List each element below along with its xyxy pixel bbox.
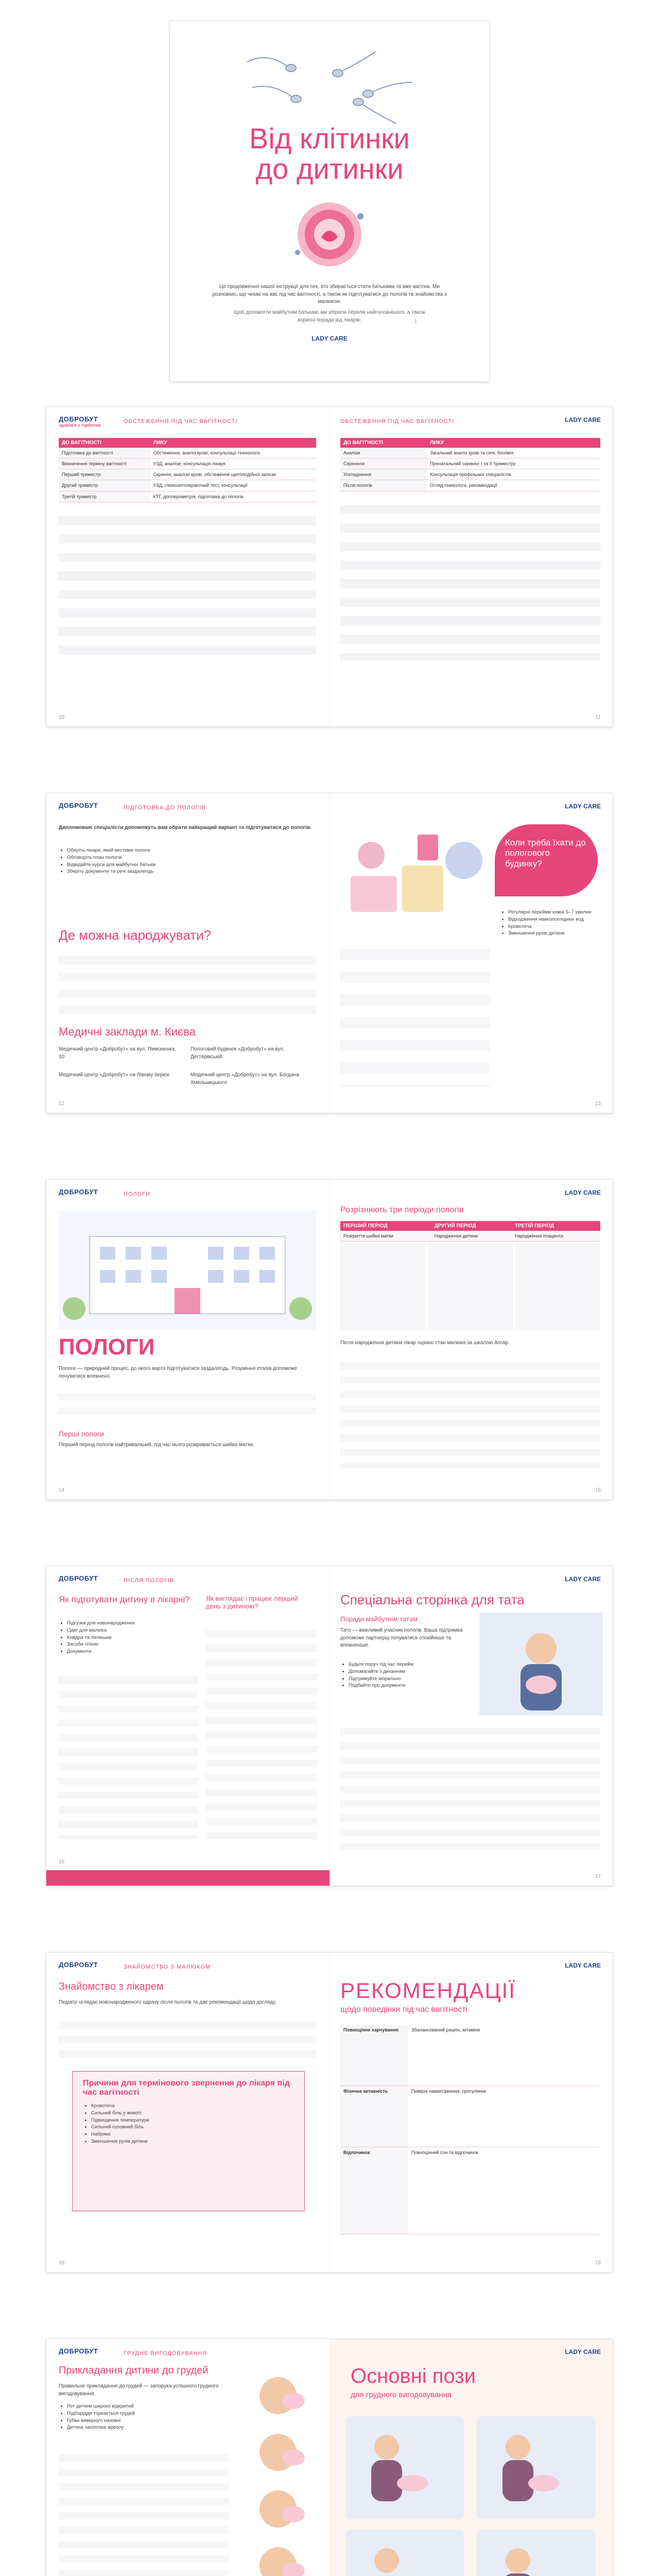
prepare-title: Як підготувати дитину в лікарні? <box>59 1595 190 1604</box>
table-row: Після пологів Огляд гінеколога, рекомендації <box>340 480 600 491</box>
dobrobut-logo: ДОБРОБУТ <box>59 1188 98 1196</box>
table-row: Повноцінне харчування Збалансований раціон, вітаміни <box>340 2025 600 2086</box>
table-row: Підготовка до вагітності Обстеження, аналіз крові, консультації гінеколога <box>59 448 316 459</box>
feeding-positions-illustration <box>340 2411 600 2576</box>
recommendations-title: РЕКОМЕНДАЦІЇ <box>340 1978 516 2003</box>
dobrobut-logo: ДОБРОБУТ <box>59 802 98 809</box>
urgent-reasons-box: Причини для термінового звернення до лікаря під час вагітності • Кровотеча • Сильний біль у животі • Підвищення температури • Сильний головний біль • Набряки • Зменшення рухів дитини <box>72 2071 305 2211</box>
table-row: Відпочинок Повноцінний сон та відпочинок <box>340 2147 600 2234</box>
spread-recommendations: ДОБРОБУТ ЗНАЙОМСТВО З МАЛЮКОМ Знайомство з лікарем Педіатр оглядає новонародженого одразу після пологів та дає рекомендації щодо догляду. Причини для термінового звернення до лікаря під час вагітності • Кровотеча • Сильний біль у животі • Підвищення температури • Сильний головний біль • Набряки • Зменшення рухів дитини 18 LADY CARE РЕКОМЕНДАЦІЇ щодо поведінки під час вагітності Повноцінне харчування Збалансований раціон, вітаміни Фізична активність Помірні навантаження, прогулянки Відпочинок Повноцінний сон та відпочинок 19 <box>46 1953 613 2272</box>
table-row: Визначення терміну вагітності УЗД, аналізи, консультація лікаря <box>59 459 316 469</box>
hospital-illustration <box>59 1211 316 1329</box>
dobrobut-logo: ДОБРОБУТ <box>59 2347 98 2355</box>
table-row: Другий триместр УЗД, глюкозотолерантний тест, консультації <box>59 480 316 491</box>
spread-after-birth: ДОБРОБУТ ПІСЛЯ ПОЛОГІВ Як підготувати дитину в лікарні? • Підгузки для новонароджених • Одяг для малюка • Ковдра та пелюшки • Засоби гігієни • Документи Як виглядає і працює перший день з дитиною? 16 LADY CARE Спеціальна сторінка для тата Поради майбутнім татам Тато — важливий учасник пологів. Ваша підтримка допоможе партнерці почуватися спокійніше та впевненіше. • Будьте поруч під час перейм • Допомагайте з диханням • Підтримуйте морально • Подбайте про документи 17 <box>46 1566 613 1886</box>
latch-list: • Рот дитини широко відкритий • Підборіддя торкається грудей • Губки вивернуті назовні • Дитина захоплює ареолу <box>59 2403 237 2431</box>
prepare-list: • Підгузки для новонароджених • Одяг для малюка • Ковдра та пелюшки • Засоби гігієни • Документи <box>59 1620 206 1655</box>
periods-table: ПЕРШИЙ ПЕРІОД ДРУГИЙ ПЕРІОД ТРЕТІЙ ПЕРІОД Розкриття шийки матки Народження дитини Народження плаценти <box>340 1221 600 1330</box>
when-to-go-list: • Регулярні перейми кожні 5–7 хвилин • Відходження навколоплідних вод • Кровотеча • Зменшення рухів дитини <box>500 909 609 937</box>
recommendations-table <box>340 2025 600 2234</box>
sperm-illustration <box>242 41 417 134</box>
dobrobut-logo: ДОБРОБУТ здоров'я з турботою <box>59 415 101 428</box>
table-row: Третій триместр КТГ, доплерометрія, підготовка до пологів <box>59 491 316 502</box>
lady-care-logo: LADY CARE <box>565 1189 601 1196</box>
doctor-title: Знайомство з лікарем <box>59 1981 164 1992</box>
lady-care-logo: LADY CARE <box>565 1962 601 1969</box>
spread-where-to-give-birth: ДОБРОБУТ ПІДГОТОВКА ДО ПОЛОГІВ Дипломовані спеціалісти допоможуть вам обрати найкращий варіант та підготуватися до пологів. • Оберіть лікаря, який вестиме пологи • Обговоріть план пологів • Відвідайте курси для майбутніх батьків • Зберіть документи та речі заздалегідь Де можна народжувати? Медичні заклади м. Києва Медичний центр «Добробут» на вул. Пимоненка, 10 Пологовий будинок «Добробут» на вул. Дегтярівській Медичний центр «Добробут» на Лівому березі Медичний центр «Добробут» на вул. Богдана Хмельницького 12 LADY CARE Коли треба їхати до пологового будинку? • Регулярні перейми кожні 5–7 хвилин • Відходження навколоплідних вод • Кровотеча • Зменшення рухів дитини 13 <box>46 793 613 1113</box>
cover-note: Щоб допомогти майбутнім батькам, ми зібрали перелік найголовнішого, а також корисні поради від лікарів. <box>234 310 425 323</box>
clinic-item: Медичний центр «Добробут» на вул. Пимоненка, 10 <box>59 1046 176 1060</box>
dobrobut-logo: ДОБРОБУТ <box>59 1574 98 1582</box>
positions-title: Основні пози <box>351 2365 476 2387</box>
when-to-go-bubble: Коли треба їхати до пологового будинку? <box>495 824 598 896</box>
kyiv-heading: Медичні заклади м. Києва <box>59 1025 196 1038</box>
lady-care-logo: LADY CARE <box>565 1575 601 1583</box>
cover-title-2: до дитинки <box>255 152 404 185</box>
table-row: Фізична активність Помірні навантаження, прогулянки <box>340 2086 600 2147</box>
lady-care-logo: LADY CARE <box>311 335 348 342</box>
latch-steps-illustration <box>237 2370 319 2576</box>
cover-intro: Це продовження нашої інструкції для тих, хто збирається стати батьками та вже вагітна. Ми розповімо, що чекає на вас під час вагітності, а також як підготуватися до пологів та знайомства з малюком. <box>212 284 447 304</box>
egg-cell-illustration <box>283 196 376 273</box>
clinic-item: Медичний центр «Добробут» на Лівому березі <box>59 1072 169 1078</box>
lady-care-logo: LADY CARE <box>565 803 601 810</box>
section-title: ОБСТЕЖЕННЯ ПІД ЧАС ВАГІТНОСТІ <box>124 418 238 425</box>
footer-band <box>46 1870 330 1886</box>
table-row: Аналізи Загальний аналіз крові та сечі, біохімія <box>340 448 600 459</box>
spread-examinations: ДОБРОБУТ здоров'я з турботою ОБСТЕЖЕННЯ ПІД ЧАС ВАГІТНОСТІ ДО ВАГІТНОСТІ ЛИКУ Підготовка до вагітності Обстеження, аналіз крові, консультації гінеколога Визначення терміну вагітності УЗД, аналізи, консультація лікаря Перший триместр Скринінг, аналізи крові, обстеження щитоподібної залози Другий триместр УЗД, глюкозотолерантний тест, консультації Третій триместр КТГ, доплерометрія, підготовка до пологів 10 ОБСТЕЖЕННЯ ПІД ЧАС ВАГІТНОСТІ LADY CARE ДО ВАГІТНОСТІ ЛИКУ Аналізи Загальний аналіз крові та сечі, біохімія Скринінги Пренатальний скринінг I та II триместру Ускладнення Консультація профільних спеціалістів Після пологів Огляд гінеколога, рекомендації 11 <box>46 407 613 726</box>
examinations-table-right: ДО ВАГІТНОСТІ ЛИКУ Аналізи Загальний аналіз крові та сечі, біохімія Скринінги Пренатальний скринінг I та II триместру Ускладнення Консультація профільних спеціалістів Після пологів Огляд гінеколога, рекомендації <box>340 438 600 660</box>
cover-page <box>170 21 489 381</box>
clinic-item: Пологовий будинок «Добробут» на вул. Дегтярівській <box>190 1046 285 1060</box>
cover-title-1: Від клітинки <box>249 122 410 155</box>
table-filler <box>59 506 316 661</box>
periods-title: Розрізняють три періоди пологів <box>340 1206 464 1214</box>
baby-shower-illustration <box>340 819 490 922</box>
father-illustration <box>479 1613 603 1716</box>
table-row: Перший триместр Скринінг, аналізи крові, обстеження щитоподібної залози <box>59 469 316 480</box>
preparation-list: • Оберіть лікаря, який вестиме пологи • Обговоріть план пологів • Відвідайте курси для майбутніх батьків • Зберіть документи та речі заздалегідь <box>59 847 324 875</box>
page-number: 1 <box>414 319 417 325</box>
lady-care-logo: LADY CARE <box>565 416 601 423</box>
spread-childbirth: ДОБРОБУТ ПОЛОГИ ПОЛОГИ Пологи — природний процес, до якого варто підготуватися заздалегідь. Розуміння етапів допоможе почуватися впевнено. Перші пологи Перший період пологів найтриваліший, під час нього розкривається шийка матки. 14 LADY CARE Розрізняють три періоди пологів ПЕРШИЙ ПЕРІОД ДРУГИЙ ПЕРІОД ТРЕТІЙ ПЕРІОД Розкриття шийки матки Народження дитини Народження плаценти Після народження дитини лікар оцінює стан малюка за шкалою Апгар. 15 <box>46 1180 613 1499</box>
table-row: Скринінги Пренатальний скринінг I та II триместру <box>340 459 600 469</box>
dad-tips-list: • Будьте поруч під час перейм • Допомагайте з диханням • Підтримуйте морально • Подбайте про документи <box>340 1661 482 1689</box>
latch-title: Прикладання дитини до грудей <box>59 2365 209 2376</box>
where-heading: Де можна народжувати? <box>59 927 212 943</box>
table-row: Ускладнення Консультація профільних спеціалістів <box>340 469 600 480</box>
dad-title: Спеціальна сторінка для тата <box>340 1592 525 1607</box>
clinic-item: Медичний центр «Добробут» на вул. Богдана Хмельницького <box>190 1072 299 1086</box>
examinations-table-left: ДО ВАГІТНОСТІ ЛИКУ Підготовка до вагітності Обстеження, аналіз крові, консультації гінеколога Визначення терміну вагітності УЗД, аналізи, консультація лікаря Перший триместр Скринінг, аналізи крові, обстеження щитоподібної залози Другий триместр УЗД, глюкозотолерантний тест, консультації Третій триместр КТГ, доплерометрія, підготовка до пологів <box>59 438 316 661</box>
dobrobut-logo: ДОБРОБУТ <box>59 1961 98 1969</box>
spread-breastfeeding: ДОБРОБУТ ГРУДНЕ ВИГОДОВУВАННЯ Прикладання дитини до грудей Правильне прикладання до грудей — запорука успішного грудного вигодовування. • Рот дитини широко відкритий • Підборіддя торкається грудей • Губки вивернуті назовні • Дитина захоплює ареолу LADY CARE Основні пози для грудного вигодовування <box>46 2339 613 2576</box>
table-row: Розкриття шийки матки Народження дитини Народження плаценти <box>340 1231 600 1242</box>
childbirth-title: ПОЛОГИ <box>59 1334 155 1360</box>
lady-care-logo: LADY CARE <box>565 2348 601 2355</box>
